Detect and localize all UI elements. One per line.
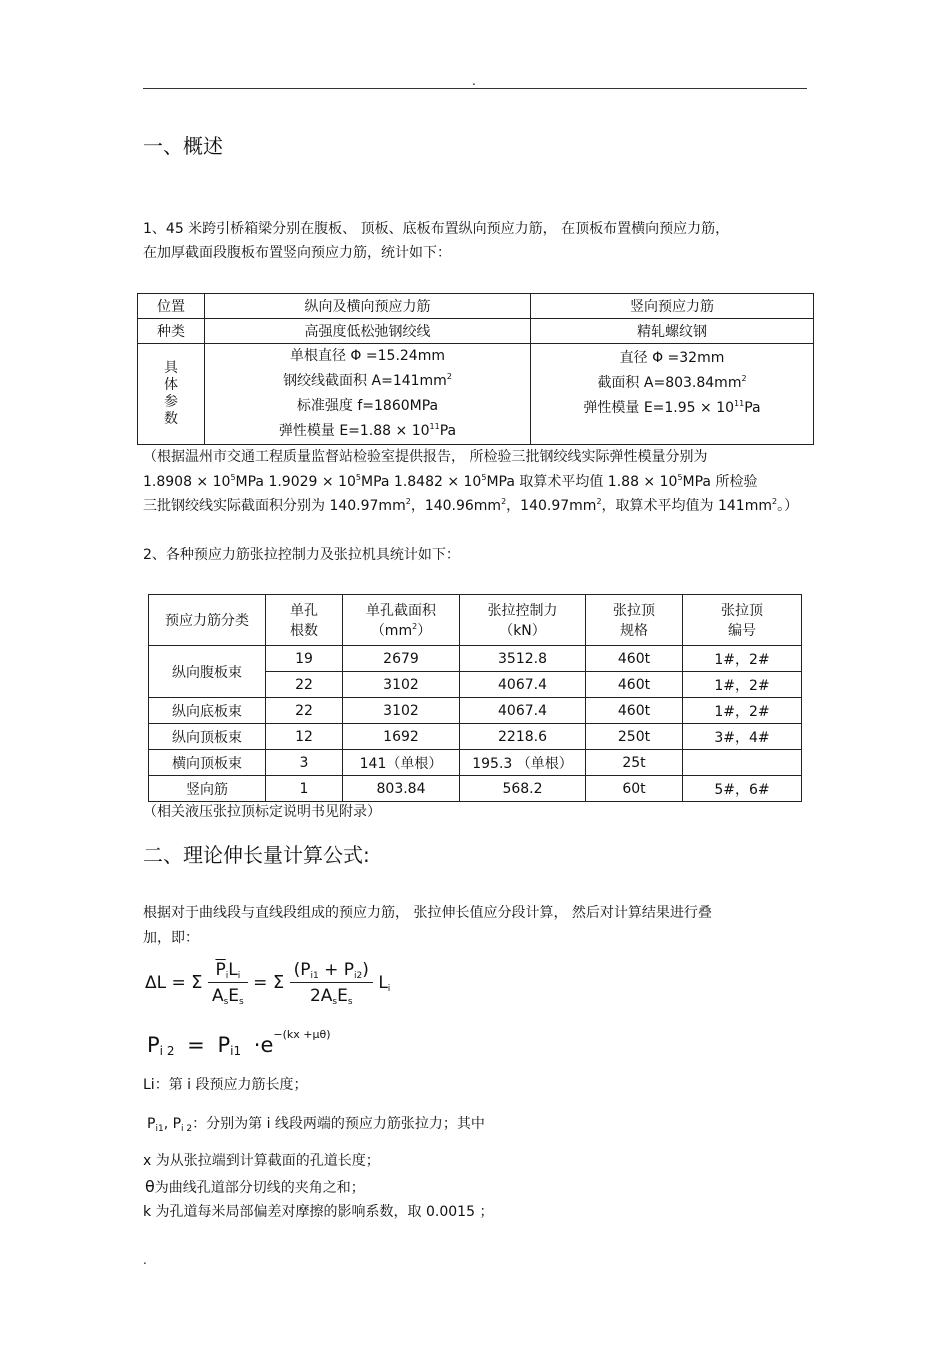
- tension-decay-formula: $P_{i 2} = P_{i1} \cdot e^{-(kx +\mu\theta)}$: [147, 1028, 331, 1058]
- footer-dot: .: [143, 1253, 147, 1267]
- table-row: [149, 776, 802, 802]
- intro-line-2: 在加厚截面段腹板布置竖向预应力筋，统计如下：: [143, 245, 451, 261]
- note2: （相关液压张拉顶标定说明书见附录）: [143, 804, 381, 820]
- tendon-parameters-table: [137, 293, 814, 445]
- strand-modulus: 弹性模量 $E=1.88 \times 10^{11}Pa$: [278, 422, 457, 439]
- row-category: 纵向底板束: [149, 698, 266, 724]
- table1-bar-params: [531, 344, 814, 445]
- table1-header-strand: 纵向及横向预应力筋: [205, 294, 531, 319]
- row-count: 3: [266, 750, 343, 776]
- row-force: 4067.4: [460, 698, 586, 724]
- row-jack: 250t: [586, 724, 683, 750]
- row-id: 3#，4#: [683, 724, 802, 750]
- strand-diameter: 单根直径 Φ =15.24mm: [289, 348, 445, 364]
- table2-header-count: 单孔 根数: [266, 595, 343, 646]
- def-theta: θ为曲线孔道部分切线的夹角之和；: [145, 1177, 365, 1196]
- tensioning-table: [148, 594, 802, 802]
- table1-header-bar: 竖向预应力筋: [531, 294, 814, 319]
- param-label-char: 数: [164, 411, 178, 427]
- row-jack: 25t: [586, 750, 683, 776]
- row-force: 3512.8: [460, 646, 586, 672]
- row-id: 5#，6#: [683, 776, 802, 802]
- row-jack: 60t: [586, 776, 683, 802]
- row-category: 纵向顶板束: [149, 724, 266, 750]
- table2-header-category: 预应力筋分类: [149, 595, 266, 646]
- row-area: 3102: [343, 672, 460, 698]
- bar-area: 截面积 $A=803.84mm^2$: [597, 374, 747, 391]
- row-jack: 460t: [586, 698, 683, 724]
- row-area: 803.84: [343, 776, 460, 802]
- def-k: k 为孔道每米局部偏差对摩擦的影响系数，取 0.0015 ；: [143, 1204, 494, 1220]
- row-area: 1692: [343, 724, 460, 750]
- strand-strength: 标准强度 f=1860MPa: [296, 398, 439, 414]
- row-id: 1#，2#: [683, 698, 802, 724]
- row-category: 纵向腹板束: [149, 646, 266, 698]
- table1-type-strand: 高强度低松弛钢绞线: [205, 319, 531, 344]
- row-id: [683, 750, 802, 776]
- table1-header-position: 位置: [138, 294, 205, 319]
- strand-area: 钢绞线截面积 $A=141mm^2$: [283, 372, 452, 389]
- row-force: 4067.4: [460, 672, 586, 698]
- row-count: 12: [266, 724, 343, 750]
- table2-header-force: 张拉控制力 （kN）: [460, 595, 586, 646]
- row-area: 3102: [343, 698, 460, 724]
- table1-type-bar: 精轧螺纹钢: [531, 319, 814, 344]
- intro-line-1: 1、45 米跨引桥箱梁分别在腹板、 顶板、底板布置纵向预应力筋， 在顶板布置横向预应力筋，: [143, 221, 730, 237]
- table-row: [149, 646, 802, 672]
- bar-modulus: 弹性模量 $E=1.95 \times 10^{11}Pa$: [583, 399, 761, 416]
- row-jack: 460t: [586, 646, 683, 672]
- param-label-char: 体: [164, 377, 178, 393]
- row-force: 568.2: [460, 776, 586, 802]
- table-row: [149, 750, 802, 776]
- section-title-overview: 一、概述: [143, 134, 223, 158]
- table2-header-jack: 张拉顶 规格: [586, 595, 683, 646]
- def-li: Li：第 i 段预应力筋长度；: [143, 1077, 308, 1093]
- row-id: 1#，2#: [683, 672, 802, 698]
- row-category: 竖向筋: [149, 776, 266, 802]
- row-count: 22: [266, 698, 343, 724]
- table1-param-label: [138, 344, 205, 445]
- param-label-char: 具: [164, 360, 178, 376]
- bar-diameter: 直径 Φ =32mm: [619, 350, 725, 366]
- param-label-char: 参: [164, 394, 178, 410]
- table1-strand-params: [205, 344, 531, 445]
- row-area: 141（单根）: [343, 750, 460, 776]
- row-force: 2218.6: [460, 724, 586, 750]
- row-count: 1: [266, 776, 343, 802]
- header-rule: [143, 88, 807, 89]
- section-title-formula: 二、理论伸长量计算公式:: [143, 843, 370, 867]
- formula-intro-line-2: 加，即：: [143, 930, 199, 946]
- table-row: [149, 698, 802, 724]
- formula-intro-line-1: 根据对于曲线段与直线段组成的预应力筋， 张拉伸长值应分段计算， 然后对计算结果进行叠: [143, 905, 712, 921]
- header-dot: .: [472, 74, 476, 88]
- row-jack: 460t: [586, 672, 683, 698]
- row-count: 22: [266, 672, 343, 698]
- row-count: 19: [266, 646, 343, 672]
- table2-header-area: 单孔截面积 $(mm^2)$: [343, 595, 460, 646]
- note1-line-3: 三批钢绞线实际截面积分别为 $140.97mm^2$，$140.96mm^2$，$140.97mm^2$，取算术平均值为 $141mm^2$。）: [143, 497, 799, 514]
- note1-line-2: $1.8908 \times 10^5MPa$ $1.9029 \times 10^5MPa$ $1.8482 \times 10^5MPa$ 取算术平均值 $1.88 \times 10^5MPa$ 所检验: [143, 473, 758, 490]
- elongation-formula: ΔL = Σ $\frac{\overline{P}_iL_i}{A_sE_s}$ = Σ $\frac{(P_{i1} + P_{i2})}{2A_sE_s}$ $L_i$: [145, 960, 391, 1007]
- table-row: [149, 724, 802, 750]
- row-area: 2679: [343, 646, 460, 672]
- row-id: 1#，2#: [683, 646, 802, 672]
- note1-line-1: （根据温州市交通工程质量监督站检验室提供报告， 所检验三批钢绞线实际弹性模量分别为: [143, 449, 708, 465]
- row-category: 横向顶板束: [149, 750, 266, 776]
- table1-type-label: 种类: [138, 319, 205, 344]
- table2-header-id: 张拉顶 编号: [683, 595, 802, 646]
- def-x: x 为从张拉端到计算截面的孔道长度；: [143, 1153, 380, 1169]
- def-p: $P_{i1}$, $P_{i 2}$：分别为第 i 线段两端的预应力筋张拉力；其中: [147, 1116, 485, 1134]
- jack-intro: 2、各种预应力筋张拉控制力及张拉机具统计如下：: [143, 547, 460, 563]
- row-force: 195.3 （单根）: [460, 750, 586, 776]
